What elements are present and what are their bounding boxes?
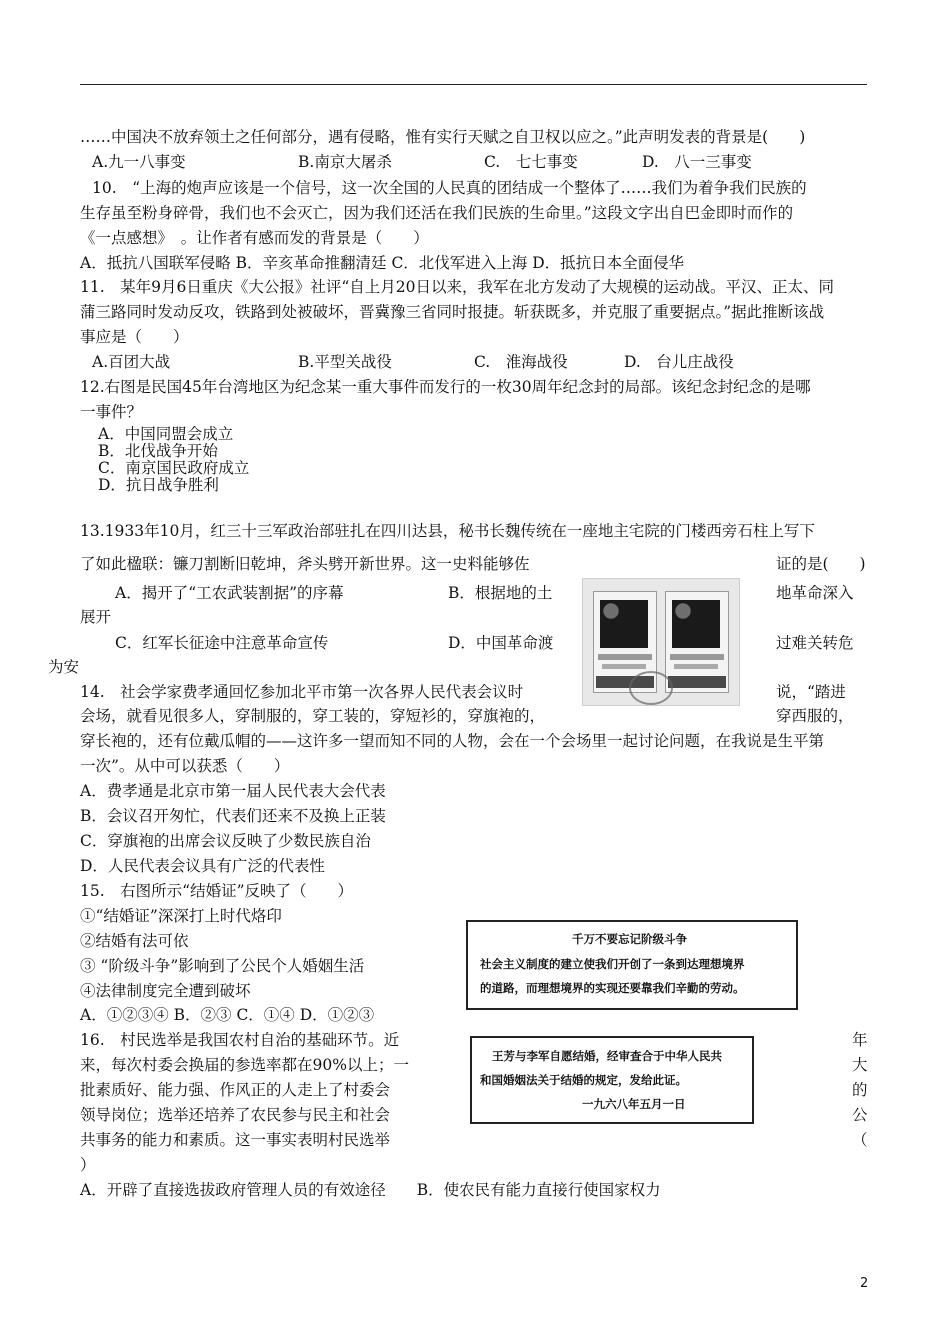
q14-stem-line4: 一次”。从中可以获悉（ ） <box>80 757 290 775</box>
q13-option-c[interactable]: C．红军长征途中注意革命宣传 <box>115 634 329 652</box>
q16-stem-line4-left: 领导岗位；选举还培养了农民参与民主和社会 <box>80 1106 391 1124</box>
q12-option-d[interactable]: D．抗日战争胜利 <box>98 476 219 494</box>
q10-stem-line2: 生存虽至粉身碎骨，我们也不会灭亡，因为我们还活在我们民族的生命里。”这段文字出自巴金即时而作的 <box>80 204 794 222</box>
q14-stem-line3: 穿长袍的，还有位戴瓜帽的——这许多一望而知不同的人物，会在一个会场里一起讨论问题，在我说是生平第 <box>80 732 825 750</box>
q14-option-b[interactable]: B．会议召开匆忙，代表们还来不及换上正装 <box>80 807 386 825</box>
q12-stem-line1: 12.右图是民国45年台湾地区为纪念某一重大事件而发行的一枚30周年纪念封的局部。该纪念封纪念的是哪 <box>80 378 811 396</box>
q13-option-d-part2: 过难关转危 <box>776 634 854 652</box>
q16-stem-line3-right: 的 <box>852 1081 868 1099</box>
q10-options[interactable]: A．抵抗八国联军侵略 B．辛亥革命推翻清廷 C．北伐军进入上海 D．抵抗日本全面侵华 <box>80 254 685 272</box>
q11-option-a[interactable]: A.百团大战 <box>92 353 171 371</box>
q15-statement-4: ④法律制度完全遭到破坏 <box>80 982 251 1000</box>
q9-option-a[interactable]: A.九一八事变 <box>92 153 186 171</box>
q15-statement-2: ②结婚有法可依 <box>80 932 189 950</box>
q16-stem-line1-right: 年 <box>852 1031 868 1049</box>
postmark-icon <box>629 671 673 705</box>
certificate-body-line1: 王芳与李军自愿结婚，经审查合于中华人民共 <box>492 1049 722 1063</box>
certificate-top-box <box>466 920 798 1010</box>
q14-stem-line2-left: 会场，就看见很多人，穿制服的，穿工装的，穿短衫的，穿旗袍的， <box>80 707 546 725</box>
q13-stem-line2-left: 了如此楹联：镰刀割断旧乾坤，斧头劈开新世界。这一史料能够佐 <box>80 555 530 573</box>
q15-options[interactable]: A．①②③④ B．②③ C．①④ D．①②③ <box>80 1006 375 1024</box>
q16-stem-line3-left: 批素质好、能力强、作风正的人走上了村委会 <box>80 1081 391 1099</box>
q13-option-d-part1[interactable]: D．中国革命渡 <box>448 634 554 652</box>
q10-stem-line1: 10. “上海的炮声应该是一个信号，这一次全国的人民真的团结成一个整体了……我们为着争我们民族的 <box>92 179 807 197</box>
q14-stem-line2-right: 穿西服的， <box>776 707 854 725</box>
q12-option-a[interactable]: A．中国同盟会成立 <box>98 425 234 443</box>
certificate-quote-line2: 的道路，而理想境界的实现还要靠我们辛勤的劳动。 <box>480 981 745 995</box>
q16-options[interactable]: A．开辟了直接选拔政府管理人员的有效途径 B．使农民有能力直接行使国家权力 <box>80 1181 661 1199</box>
certificate-quote-line1: 社会主义制度的建立使我们开创了一条到达理想境界 <box>480 957 745 971</box>
q15-statement-1: ①“结婚证”深深打上时代烙印 <box>80 907 282 925</box>
q14-option-d[interactable]: D．人民代表会议具有广泛的代表性 <box>80 857 325 875</box>
q13-option-b-part3: 展开 <box>80 608 112 626</box>
certificate-body-line2: 和国婚姻法关于结婚的规定，发给此证。 <box>480 1073 687 1087</box>
q13-option-b-part1[interactable]: B．根据地的土 <box>448 584 553 602</box>
q11-option-b[interactable]: B.平型关战役 <box>298 353 392 371</box>
q14-stem-line1-right: 说，“踏进 <box>776 683 846 701</box>
q15-statement-3: ③ “阶级斗争”影响到了公民个人婚姻生活 <box>80 957 365 975</box>
q16-stem-line6: ） <box>80 1156 96 1174</box>
q11-option-d[interactable]: D. 台儿庄战役 <box>624 353 734 371</box>
q11-option-c[interactable]: C. 淮海战役 <box>474 353 568 371</box>
q16-stem-line4-right: 公 <box>852 1106 868 1124</box>
q11-stem-line1: 11. 某年9月6日重庆《大公报》社评“自上月20日以来，我军在北方发动了大规模的运动战。平汉、正太、同 <box>80 278 835 296</box>
q12-option-c[interactable]: C．南京国民政府成立 <box>98 459 250 477</box>
q16-stem-line1-left: 16. 村民选举是我国农村自治的基础环节。近 <box>80 1031 400 1049</box>
page-number: 2 <box>860 1276 869 1291</box>
q14-option-c[interactable]: C．穿旗袍的出席会议反映了少数民族自治 <box>80 832 371 850</box>
q11-stem-line2: 蒲三路同时发动反攻，铁路到处被破坏，晋冀豫三省同时报捷。斩获既多，并克服了重要据点。”据此推断该战 <box>80 303 825 321</box>
q14-option-a[interactable]: A．费孝通是北京市第一届人民代表大会代表 <box>80 782 386 800</box>
q13-option-b-part2: 地革命深入 <box>776 584 854 602</box>
q13-stem-line2-right: 证的是( ) <box>776 555 866 573</box>
q12-option-b[interactable]: B．北伐战争开始 <box>98 442 218 460</box>
q12-stem-line2: 一事件？ <box>80 403 143 421</box>
q11-stem-line3: 事应是（ ） <box>80 328 189 346</box>
certificate-date: 一九六八年五月一日 <box>582 1097 686 1111</box>
q14-stem-line1-left: 14. 社会学家费孝通回忆参加北平市第一次各界人民代表会议时 <box>80 683 524 701</box>
q9-option-b[interactable]: B.南京大屠杀 <box>298 153 392 171</box>
header-rule <box>80 84 867 85</box>
q16-stem-line5-left: 共事务的能力和素质。这一事实表明村民选举 <box>80 1131 391 1149</box>
q16-stem-line5-right: （ <box>852 1131 868 1149</box>
q16-stem-line2-right: 大 <box>852 1056 868 1074</box>
q9-option-d[interactable]: D. 八一三事变 <box>642 153 752 171</box>
q9-option-c[interactable]: C. 七七事变 <box>484 153 578 171</box>
certificate-bottom-box <box>470 1036 754 1124</box>
stamp-right <box>665 591 729 693</box>
q13-option-a[interactable]: A．揭开了“工农武装割据”的序幕 <box>115 584 344 602</box>
certificate-slogan: 千万不要忘记阶级斗争 <box>572 932 687 946</box>
q13-stem-line1: 13.1933年10月，红三十三军政治部驻扎在四川达县，秘书长魏传统在一座地主宅院的门楼西旁石柱上写下 <box>80 522 815 540</box>
q10-stem-line3: 《一点感想》 。让作者有感而发的背景是（ ） <box>80 229 429 247</box>
q15-stem: 15. 右图所示“结婚证”反映了（ ） <box>80 882 353 900</box>
commemorative-cover-image <box>582 578 740 706</box>
q9-stem-tail: ……中国决不放弃领土之任何部分，遇有侵略，惟有实行天赋之自卫权以应之。”此声明发表的背景是( ) <box>80 128 806 146</box>
q16-stem-line2-left: 来，每次村委会换届的参选率都在90%以上；一 <box>80 1056 409 1074</box>
q13-option-d-part3: 为安 <box>48 658 80 676</box>
